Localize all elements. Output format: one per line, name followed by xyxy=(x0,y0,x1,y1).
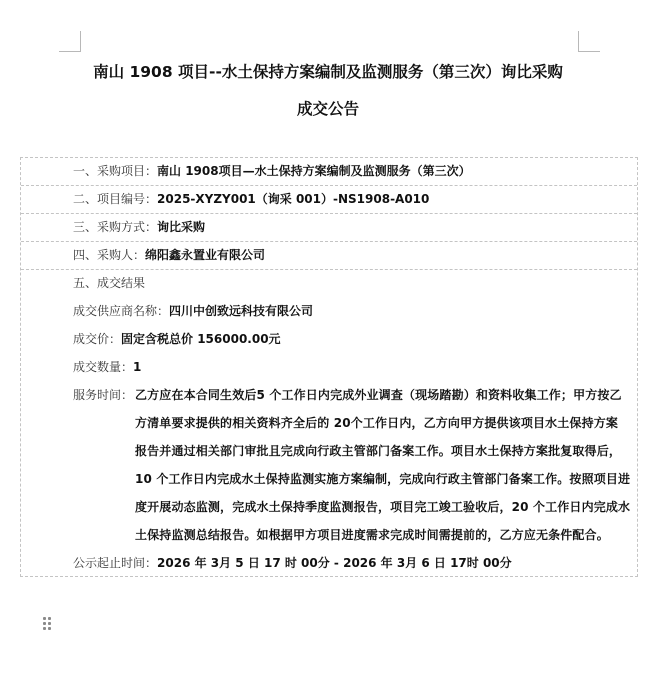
procurement-project-label: 一、采购项目： xyxy=(73,164,158,178)
project-number-label: 二、项目编号： xyxy=(73,192,158,206)
service-time-label: 服务时间： xyxy=(73,388,134,402)
service-time-line: 乙方应在本合同生效后5 个工作日内完成外业调查（现场踏勘）和资料收集工作；甲方按乙 xyxy=(135,388,622,402)
document-subtitle: 成交公告 xyxy=(296,100,359,118)
purchaser-label: 四、采购人： xyxy=(73,248,146,262)
quantity-label: 成交数量： xyxy=(73,360,134,374)
supplier-label: 成交供应商名称： xyxy=(73,304,170,318)
drag-handle-icon[interactable] xyxy=(43,617,51,631)
row-procurement-project xyxy=(21,158,637,186)
procurement-method-value: 询比采购 xyxy=(157,220,206,234)
procurement-method-label: 三、采购方式： xyxy=(73,220,158,234)
purchaser-value: 绵阳鑫永置业有限公司 xyxy=(145,248,266,262)
result-heading: 五、成交结果 xyxy=(73,276,146,290)
row-project-number xyxy=(21,186,637,214)
price-value: 固定含税总价 156000.00元 xyxy=(121,332,281,346)
announcement-table xyxy=(20,157,638,577)
document-title: 南山 1908 项目--水土保持方案编制及监测服务（第三次）询比采购 xyxy=(93,63,563,81)
notice-period-label: 公示起止时间： xyxy=(73,556,158,570)
service-time-line: 10 个工作日内完成水土保持监测实施方案编制，完成向行政主管部门备案工作。按照项目进 xyxy=(135,472,631,486)
service-time-line: 报告并通过相关部门审批且完成向行政主管部门备案工作。项目水土保持方案批复取得后， xyxy=(135,444,622,458)
service-time-line: 土保持监测总结报告。如根据甲方项目进度需求完成时间需提前的，乙方应无条件配合。 xyxy=(135,528,609,542)
page-corner-mark-right xyxy=(578,31,600,52)
page-corner-mark-left xyxy=(59,31,81,52)
supplier-value: 四川中创致远科技有限公司 xyxy=(169,304,314,318)
procurement-project-value: 南山 1908项目—水土保持方案编制及监测服务（第三次） xyxy=(157,164,471,178)
price-label: 成交价： xyxy=(73,332,122,346)
project-number-value: 2025-XYZY001（询采 001）-NS1908-A010 xyxy=(157,192,430,206)
notice-period-value: 2026 年 3月 5 日 17 时 00分 - 2026 年 3月 6 日 17时 00分 xyxy=(157,556,512,570)
row-purchaser xyxy=(21,242,637,270)
service-time-line: 度开展动态监测，完成水土保持季度监测报告，项目完工竣工验收后，20 个工作日内完成水 xyxy=(135,500,631,514)
service-time-line: 方清单要求提供的相关资料齐全后的 20个工作日内，乙方向甲方提供该项目水土保持方案 xyxy=(135,416,619,430)
quantity-value: 1 xyxy=(133,360,142,374)
row-procurement-method xyxy=(21,214,637,242)
